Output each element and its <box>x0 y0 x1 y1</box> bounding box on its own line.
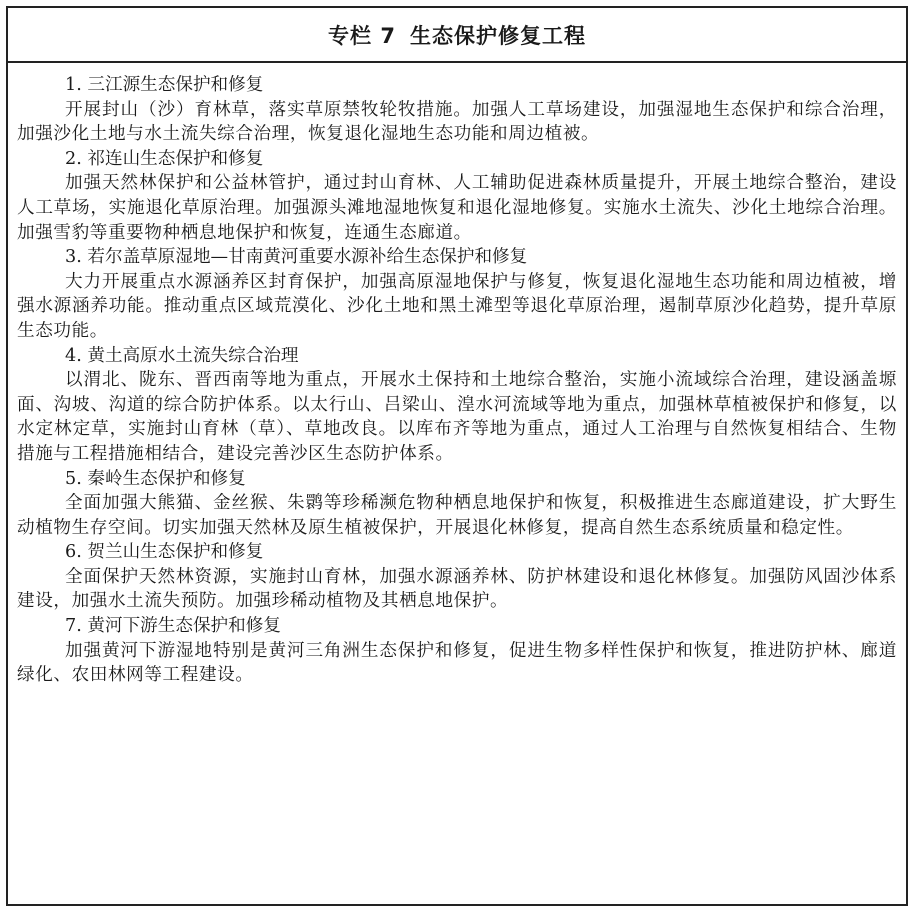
box-title <box>328 20 586 50</box>
feature-box <box>6 6 908 906</box>
section-heading: 2. 祁连山生态保护和修复 <box>65 148 264 169</box>
section-1 <box>17 73 897 147</box>
section-body: 加强天然林保护和公益林管护，通过封山育林、人工辅助促进森林质量提升，开展土地综合整治，建设人工草场，实施退化草原治理。加强源头滩地湿地恢复和退化湿地修复。实施水土流失、沙化土地综合治理。加强雪豹等重要物种栖息地保护和恢复，连通生态廊道。 <box>17 173 897 243</box>
section-3 <box>17 245 897 343</box>
section-heading: 7. 黄河下游生态保护和修复 <box>65 616 281 637</box>
section-body: 全面保护天然林资源，实施封山育林，加强水源涵养林、防护林建设和退化林修复。加强防风固沙体系建设，加强水土流失预防。加强珍稀动植物及其栖息地保护。 <box>17 566 897 612</box>
section-6 <box>17 540 897 614</box>
box-title-text: 生态保护修复工程 <box>409 23 586 48</box>
box-content <box>8 63 906 688</box>
section-7 <box>17 614 897 688</box>
box-title-bar <box>8 8 906 63</box>
section-4 <box>17 344 897 467</box>
section-body: 大力开展重点水源涵养区封育保护，加强高原湿地保护与修复，恢复退化湿地生态功能和周边植被，增强水源涵养功能。推动重点区域荒漠化、沙化土地和黑土滩型等退化草原治理，遏制草原沙化趋势，提升草原生态功能。 <box>17 271 897 341</box>
section-heading: 1. 三江源生态保护和修复 <box>65 75 264 95</box>
section-heading: 4. 黄土高原水土流失综合治理 <box>65 345 299 366</box>
section-heading: 3. 若尔盖草原湿地—甘南黄河重要水源补给生态保护和修复 <box>65 247 528 268</box>
section-body: 加强黄河下游湿地特别是黄河三角洲生态保护和修复，促进生物多样性保护和恢复，推进防护林、廊道绿化、农田林网等工程建设。 <box>17 640 897 686</box>
section-heading: 6. 贺兰山生态保护和修复 <box>65 542 264 563</box>
section-5 <box>17 467 897 541</box>
section-body: 全面加强大熊猫、金丝猴、朱鹮等珍稀濒危物种栖息地保护和恢复，积极推进生态廊道建设，扩大野生动植物生存空间。切实加强天然林及原生植被保护，开展退化林修复，提高自然生态系统质量和稳定性。 <box>17 493 897 538</box>
box-label: 专栏 7 <box>328 23 396 48</box>
section-2 <box>17 147 897 245</box>
section-body: 以渭北、陇东、晋西南等地为重点，开展水土保持和土地综合整治，实施小流域综合治理，建设涵盖塬面、沟坡、沟道的综合防护体系。以太行山、吕梁山、湟水河流域等地为重点，加强林草植被保护和修复，以水定林定草，实施封山育林（草）、草地改良。以库布齐等地为重点，通过人工治理与自然恢复相结合、生物措施与工程措施相结合，建设完善沙区生态防护体系。 <box>17 370 897 464</box>
section-heading: 5. 秦岭生态保护和修复 <box>65 468 246 489</box>
section-body: 开展封山（沙）育林草，落实草原禁牧轮牧措施。加强人工草场建设，加强湿地生态保护和综合治理，加强沙化土地与水土流失综合治理，恢复退化湿地生态功能和周边植被。 <box>17 99 897 145</box>
